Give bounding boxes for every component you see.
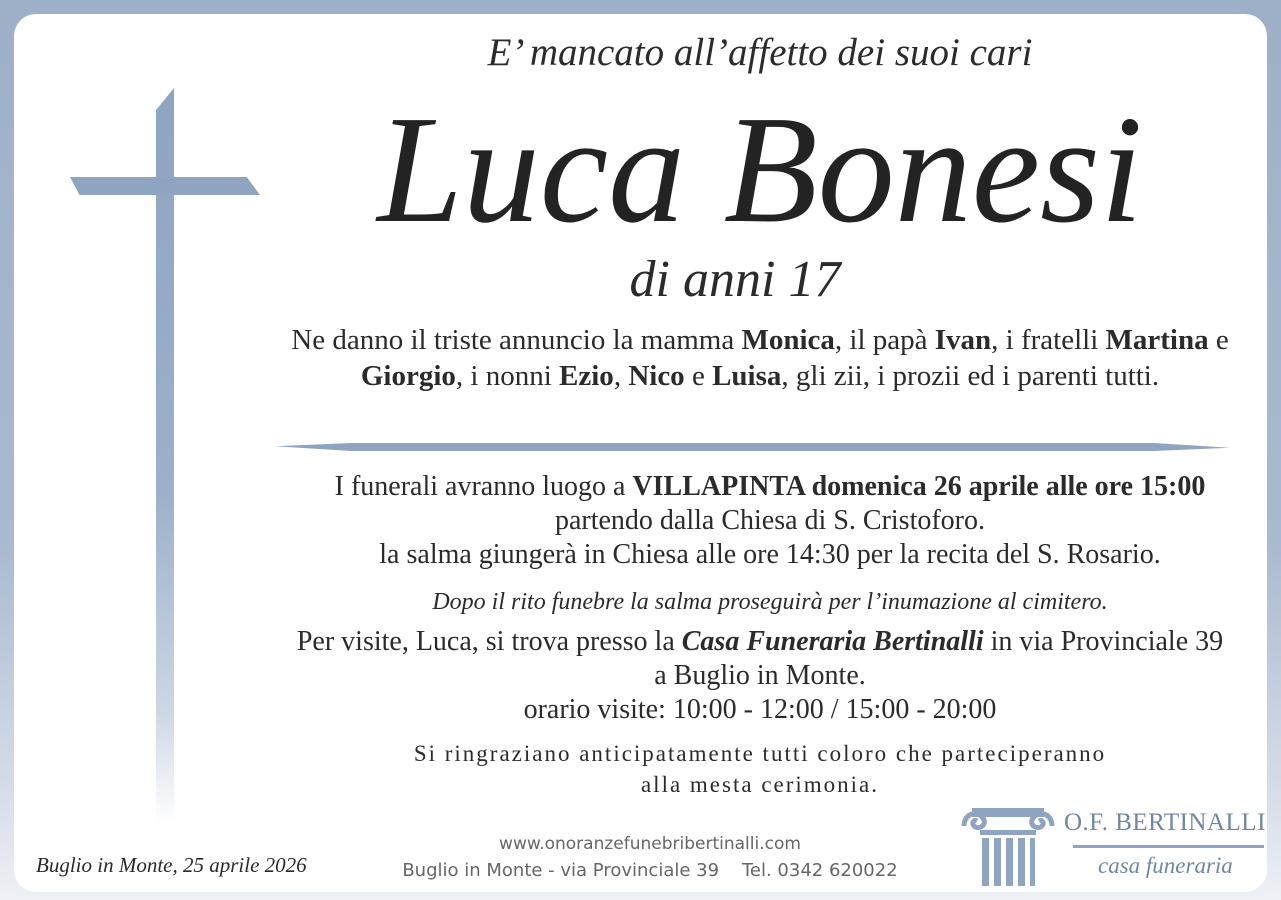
logo-subtitle: casa funeraria <box>1098 853 1233 878</box>
sibling-name: Giorgio <box>360 360 456 392</box>
funeral-line: I funerali avranno luogo a VILLAPINTA domenica 26 aprile alle ore 15:00 <box>334 471 1206 502</box>
notice-date: Buglio in Monte, 25 aprile 2026 <box>36 853 307 877</box>
mother-name: Monica <box>741 324 835 356</box>
phone: Tel. 0342 620022 <box>741 860 898 881</box>
website-link[interactable]: www.onoranzefunebribertinalli.com <box>499 834 801 854</box>
thanks-text: Si ringraziano anticipatamente tutti coloro che parteciperanno alla mesta cerimonia. <box>413 741 1107 797</box>
address: Buglio in Monte - via Provinciale 39 <box>402 860 720 881</box>
visit-hours: orario visite: 10:00 - 12:00 / 15:00 - 20:00 <box>523 694 997 725</box>
announcement: Ne danno il triste annuncio la mamma Monica, il papà Ivan, i fratelli Martina e Giorgio, i nonni Ezio, Nico e Luisa, gli zii, i prozii ed i parenti tutti. <box>291 324 1229 392</box>
visit-line: Per visite, Luca, si trova presso la Casa Funeraria Bertinalli in via Provinciale 39 <box>296 626 1224 657</box>
visit-details <box>240 625 1280 727</box>
funeral-details <box>240 470 1281 572</box>
father-name: Ivan <box>934 324 992 356</box>
sibling-name: Martina <box>1105 324 1209 356</box>
divider <box>275 443 1230 451</box>
funeral-home-name: Casa Funeraria Bertinalli <box>681 626 984 657</box>
cross-arm <box>70 177 260 195</box>
deceased-name: Luca Bonesi <box>377 85 1143 255</box>
grandparent-name: Nico <box>628 360 685 392</box>
funeral-line: la salma giungerà in Chiesa alle ore 14:30 per la recita del S. Rosario. <box>379 539 1161 570</box>
funeral-line: partendo dalla Chiesa di S. Cristoforo. <box>554 505 986 536</box>
column-icon <box>958 804 1058 890</box>
funeral-place-time: VILLAPINTA domenica 26 aprile alle ore 15:00 <box>632 471 1206 502</box>
grandparent-name: Luisa <box>712 360 782 392</box>
cross-icon <box>156 88 174 823</box>
logo-name: O.F. BERTINALLI <box>1064 809 1266 836</box>
deceased-age: di anni 17 <box>629 251 841 308</box>
rite-text: Dopo il rito funebre la salma proseguirà per l’inumazione al cimitero. <box>432 589 1108 615</box>
grandparent-name: Ezio <box>559 360 614 392</box>
contact-info <box>380 860 920 881</box>
visit-line: a Buglio in Monte. <box>654 660 866 691</box>
logo-divider <box>1073 845 1264 848</box>
intro-text: E’ mancato all’affetto dei suoi cari <box>487 31 1033 74</box>
